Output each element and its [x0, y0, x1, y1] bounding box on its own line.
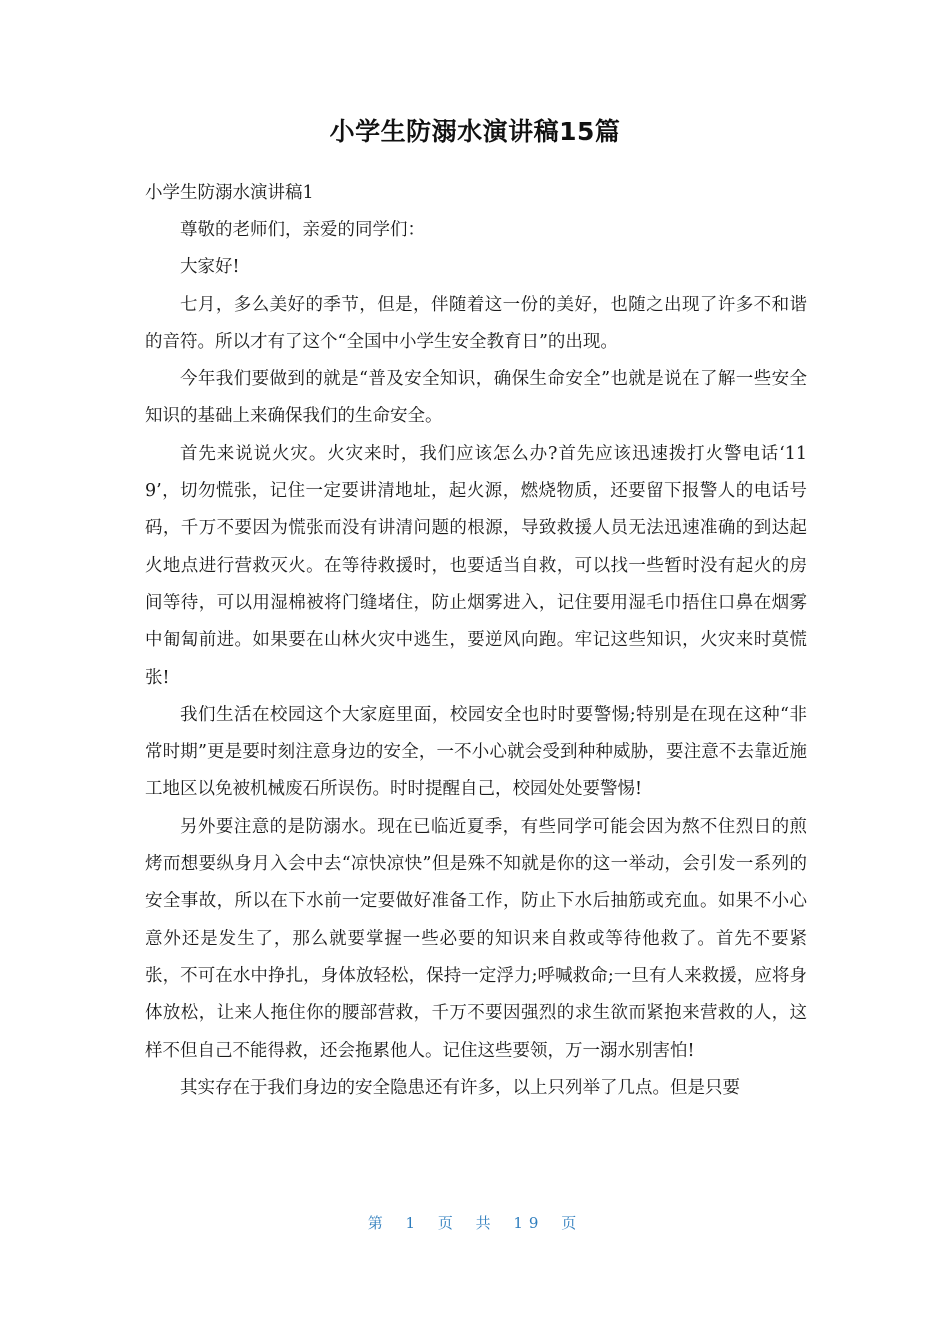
section-heading: 小学生防溺水演讲稿1	[145, 183, 314, 203]
paragraph-drowning: 另外要注意的是防溺水。现在已临近夏季，有些同学可能会因为熬不住烈日的煎烤而想要纵身月入会中去“凉快凉快”但是殊不知就是你的这一举动，会引发一系列的安全事故，所以在下水前一定要做好准备工作，防止下水后抽筋或充血。如果不小心意外还是发生了，那么就要掌握一些必要的知识来自救或等待他救了。首先不要紧张，不可在水中挣扎，身体放轻松，保持一定浮力;呼喊救命;一旦有人来救援，应将身体放松，让来人拖住你的腰部营救，千万不要因强烈的求生欲而紧抱来营救的人，这样不但自己不能得救，还会拖累他人。记住这些要领，万一溺水别害怕!	[145, 816, 807, 1061]
paragraph-hello: 大家好!	[180, 257, 240, 278]
page-number-footer	[0, 1212, 950, 1233]
paragraph-greeting: 尊敬的老师们，亲爱的同学们：	[180, 220, 425, 240]
footer-prefix: 第	[367, 1214, 389, 1232]
paragraph-hazards: 其实存在于我们身边的安全隐患还有许多，以上只列举了几点。但是只要	[180, 1077, 740, 1098]
paragraph-theme: 今年我们要做到的就是“普及安全知识，确保生命安全”也就是说在了解一些安全知识的基础上来确保我们的生命安全。	[145, 369, 807, 427]
paragraph-campus: 我们生活在校园这个大家庭里面，校园安全也时时要警惕;特别是在现在这种“非常时期”更是要时刻注意身边的安全，一不小心就会受到种种威胁，要注意不去靠近施工地区以免被机械废石所误伤。时时提醒自己，校园处处要警惕!	[145, 704, 807, 800]
footer-suffix: 页	[561, 1214, 583, 1232]
paragraph-fire: 首先来说说火灾。火灾来时，我们应该怎么办?首先应该迅速拨打火警电话‘119’，切勿慌张，记住一定要讲清地址，起火源，燃烧物质，还要留下报警人的电话号码，千万不要因为慌张而没有讲清问题的根源，导致救援人员无法迅速准确的到达起火地点进行营救灭火。在等待救援时，也要适当自救，可以找一些暂时没有起火的房间等待，可以用湿棉被将门缝堵住，防止烟雾进入，记住要用湿毛巾捂住口鼻在烟雾中匍匐前进。如果要在山林火灾中逃生，要逆风向跑。牢记这些知识，火灾来时莫慌张!	[145, 443, 807, 688]
footer-middle: 页 共	[437, 1214, 497, 1232]
footer-total-pages: 19	[513, 1214, 545, 1232]
document-title: 小学生防溺水演讲稿15篇	[329, 117, 621, 146]
paragraph-july: 七月，多么美好的季节，但是，伴随着这一份的美好，也随之出现了许多不和谐的音符。所以才有了这个“全国中小学生安全教育日”的出现。	[145, 294, 807, 352]
document-body	[145, 175, 807, 1107]
footer-current-page: 1	[405, 1214, 422, 1232]
